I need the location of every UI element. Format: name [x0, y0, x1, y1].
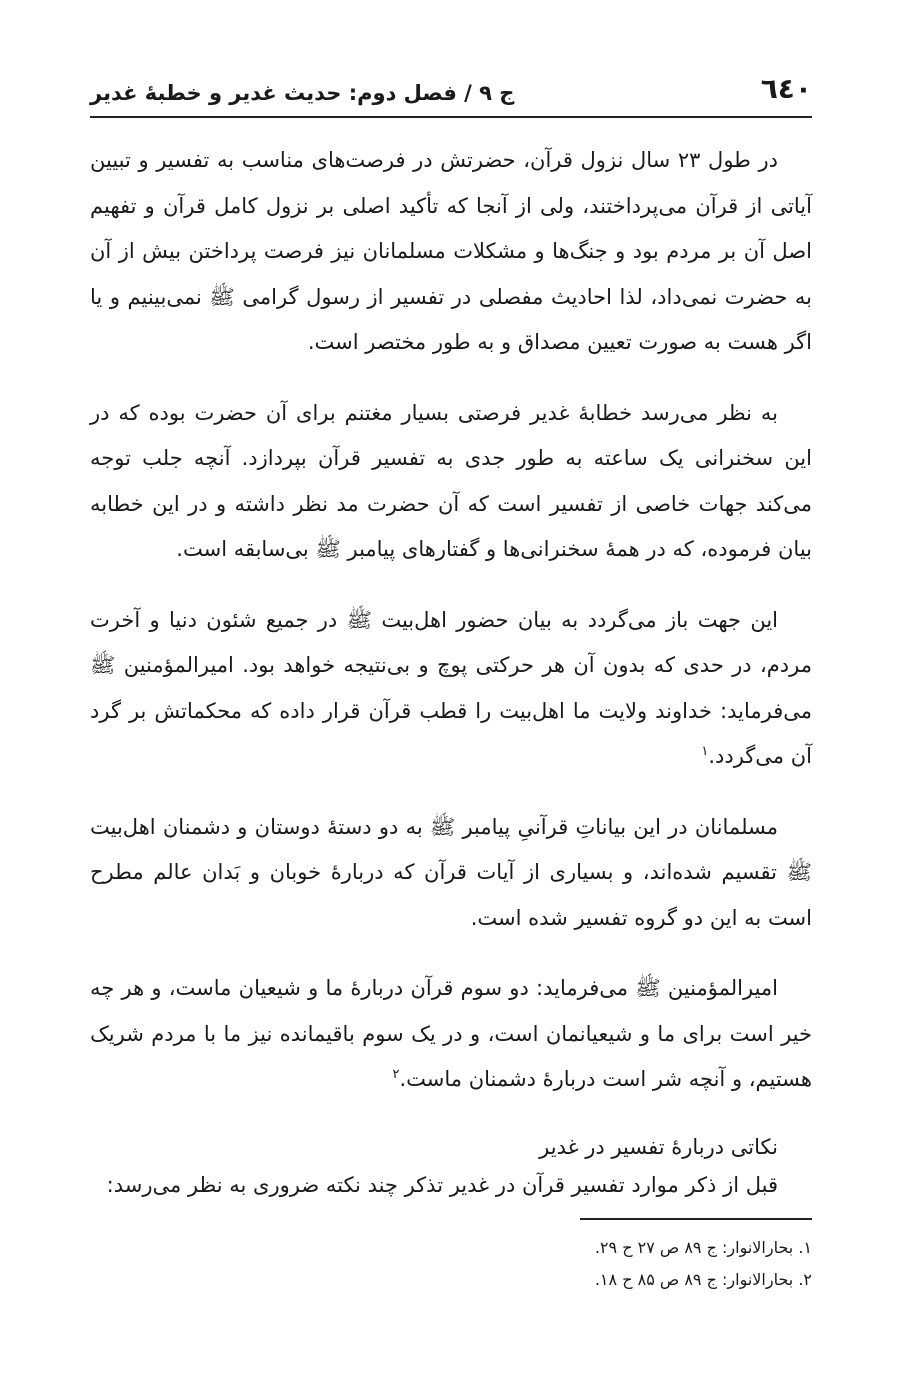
paragraph-2: [90, 391, 812, 573]
section-intro: قبل از ذکر موارد تفسیر قرآن در غدیر تذکر چند نکته ضروری به نظر می‌رسد:: [106, 1172, 778, 1197]
footnotes: [420, 1232, 812, 1296]
header-divider: [90, 116, 812, 118]
paragraph-1: [90, 138, 812, 366]
page-number: ٦٤٠: [760, 72, 812, 105]
body-text: [90, 138, 812, 1204]
paragraph-4: [90, 805, 812, 942]
footnote-divider: [580, 1218, 812, 1220]
footnote-2: ۲. بحارالانوار: ج ۸۹ ص ۸۵ ح ۱۸.: [594, 1270, 812, 1289]
page-header: [90, 72, 812, 116]
paragraph-5: [90, 966, 812, 1103]
section-heading: نکاتی دربارهٔ تفسیر در غدیر: [539, 1134, 778, 1159]
running-title: ج ۹ / فصل دوم: حدیث غدیر و خطبهٔ غدیر: [90, 81, 515, 105]
paragraph-2-text: به نظر می‌رسد خطابهٔ غدیر فرصتی بسیار مغتنم برای آن حضرت بوده که در این سخنرانی یک ساعته به طور جدی به تفسیر قرآن بپردازد. آنچه جلب توجه می‌کند جهات خاصی از تفسیر است که آن حضرت مد نظر داشته و در این خطابه بیان فرموده، که در همهٔ سخنرانی‌ها و گفتارهای پیامبر ﷺ بی‌سابقه است.: [90, 400, 812, 561]
paragraph-3-text: این جهت باز می‌گردد به بیان حضور اهل‌بیت ﷺ در جمیع شئون دنیا و آخرت مردم، در حدی که بدون آن هر حرکتی پوچ و بی‌نتیجه خواهد بود. امیرالمؤمنین ﷺ می‌فرماید: خداوند ولایت ما اهل‌بیت را قطب قرآن قرار داده که محکماتش بر گرد آن می‌گردد.: [90, 607, 812, 768]
paragraph-4-text: مسلمانان در این بیاناتِ قرآنیِ پیامبر ﷺ به دو دستهٔ دوستان و دشمنان اهل‌بیت ﷺ تقسیم شده‌اند، و بسیاری از آیات قرآن که دربارهٔ خوبان و بَدان عالم مطرح است به این دو گروه تفسیر شده است.: [90, 814, 812, 930]
footnote-ref-2[interactable]: ۲: [392, 1067, 400, 1082]
footnote-ref-1[interactable]: ۱: [701, 744, 709, 759]
paragraph-1-text: در طول ۲۳ سال نزول قرآن، حضرتش در فرصت‌های مناسب به تفسیر و تبیین آیاتی از قرآن می‌پرداختند، ولی از آنجا که تأکید اصلی بر نزول کامل قرآن و تفهیم اصل آن بر مردم بود و جنگ‌ها و مشکلات مسلمانان نیز فرصت پرداختن بیش از آن به حضرت نمی‌داد، لذا احادیث مفصلی در تفسیر از رسول گرامی ﷺ نمی‌بینیم و یا اگر هست به صورت تعیین مصداق و به طور مختصر است.: [90, 148, 812, 354]
footnote-1: ۱. بحارالانوار: ج ۸۹ ص ۲۷ ح ۲۹.: [594, 1238, 812, 1257]
paragraph-5-text: امیرالمؤمنین ﷺ می‌فرماید: دو سوم قرآن دربارهٔ ما و شیعیان ماست، و هر چه خیر است برای ما و شیعیانمان است، و در یک سوم باقیمانده نیز ما با مردم شریک هستیم، و آنچه شر است دربارهٔ دشمنان ماست.: [90, 976, 812, 1091]
paragraph-3: [90, 598, 812, 780]
